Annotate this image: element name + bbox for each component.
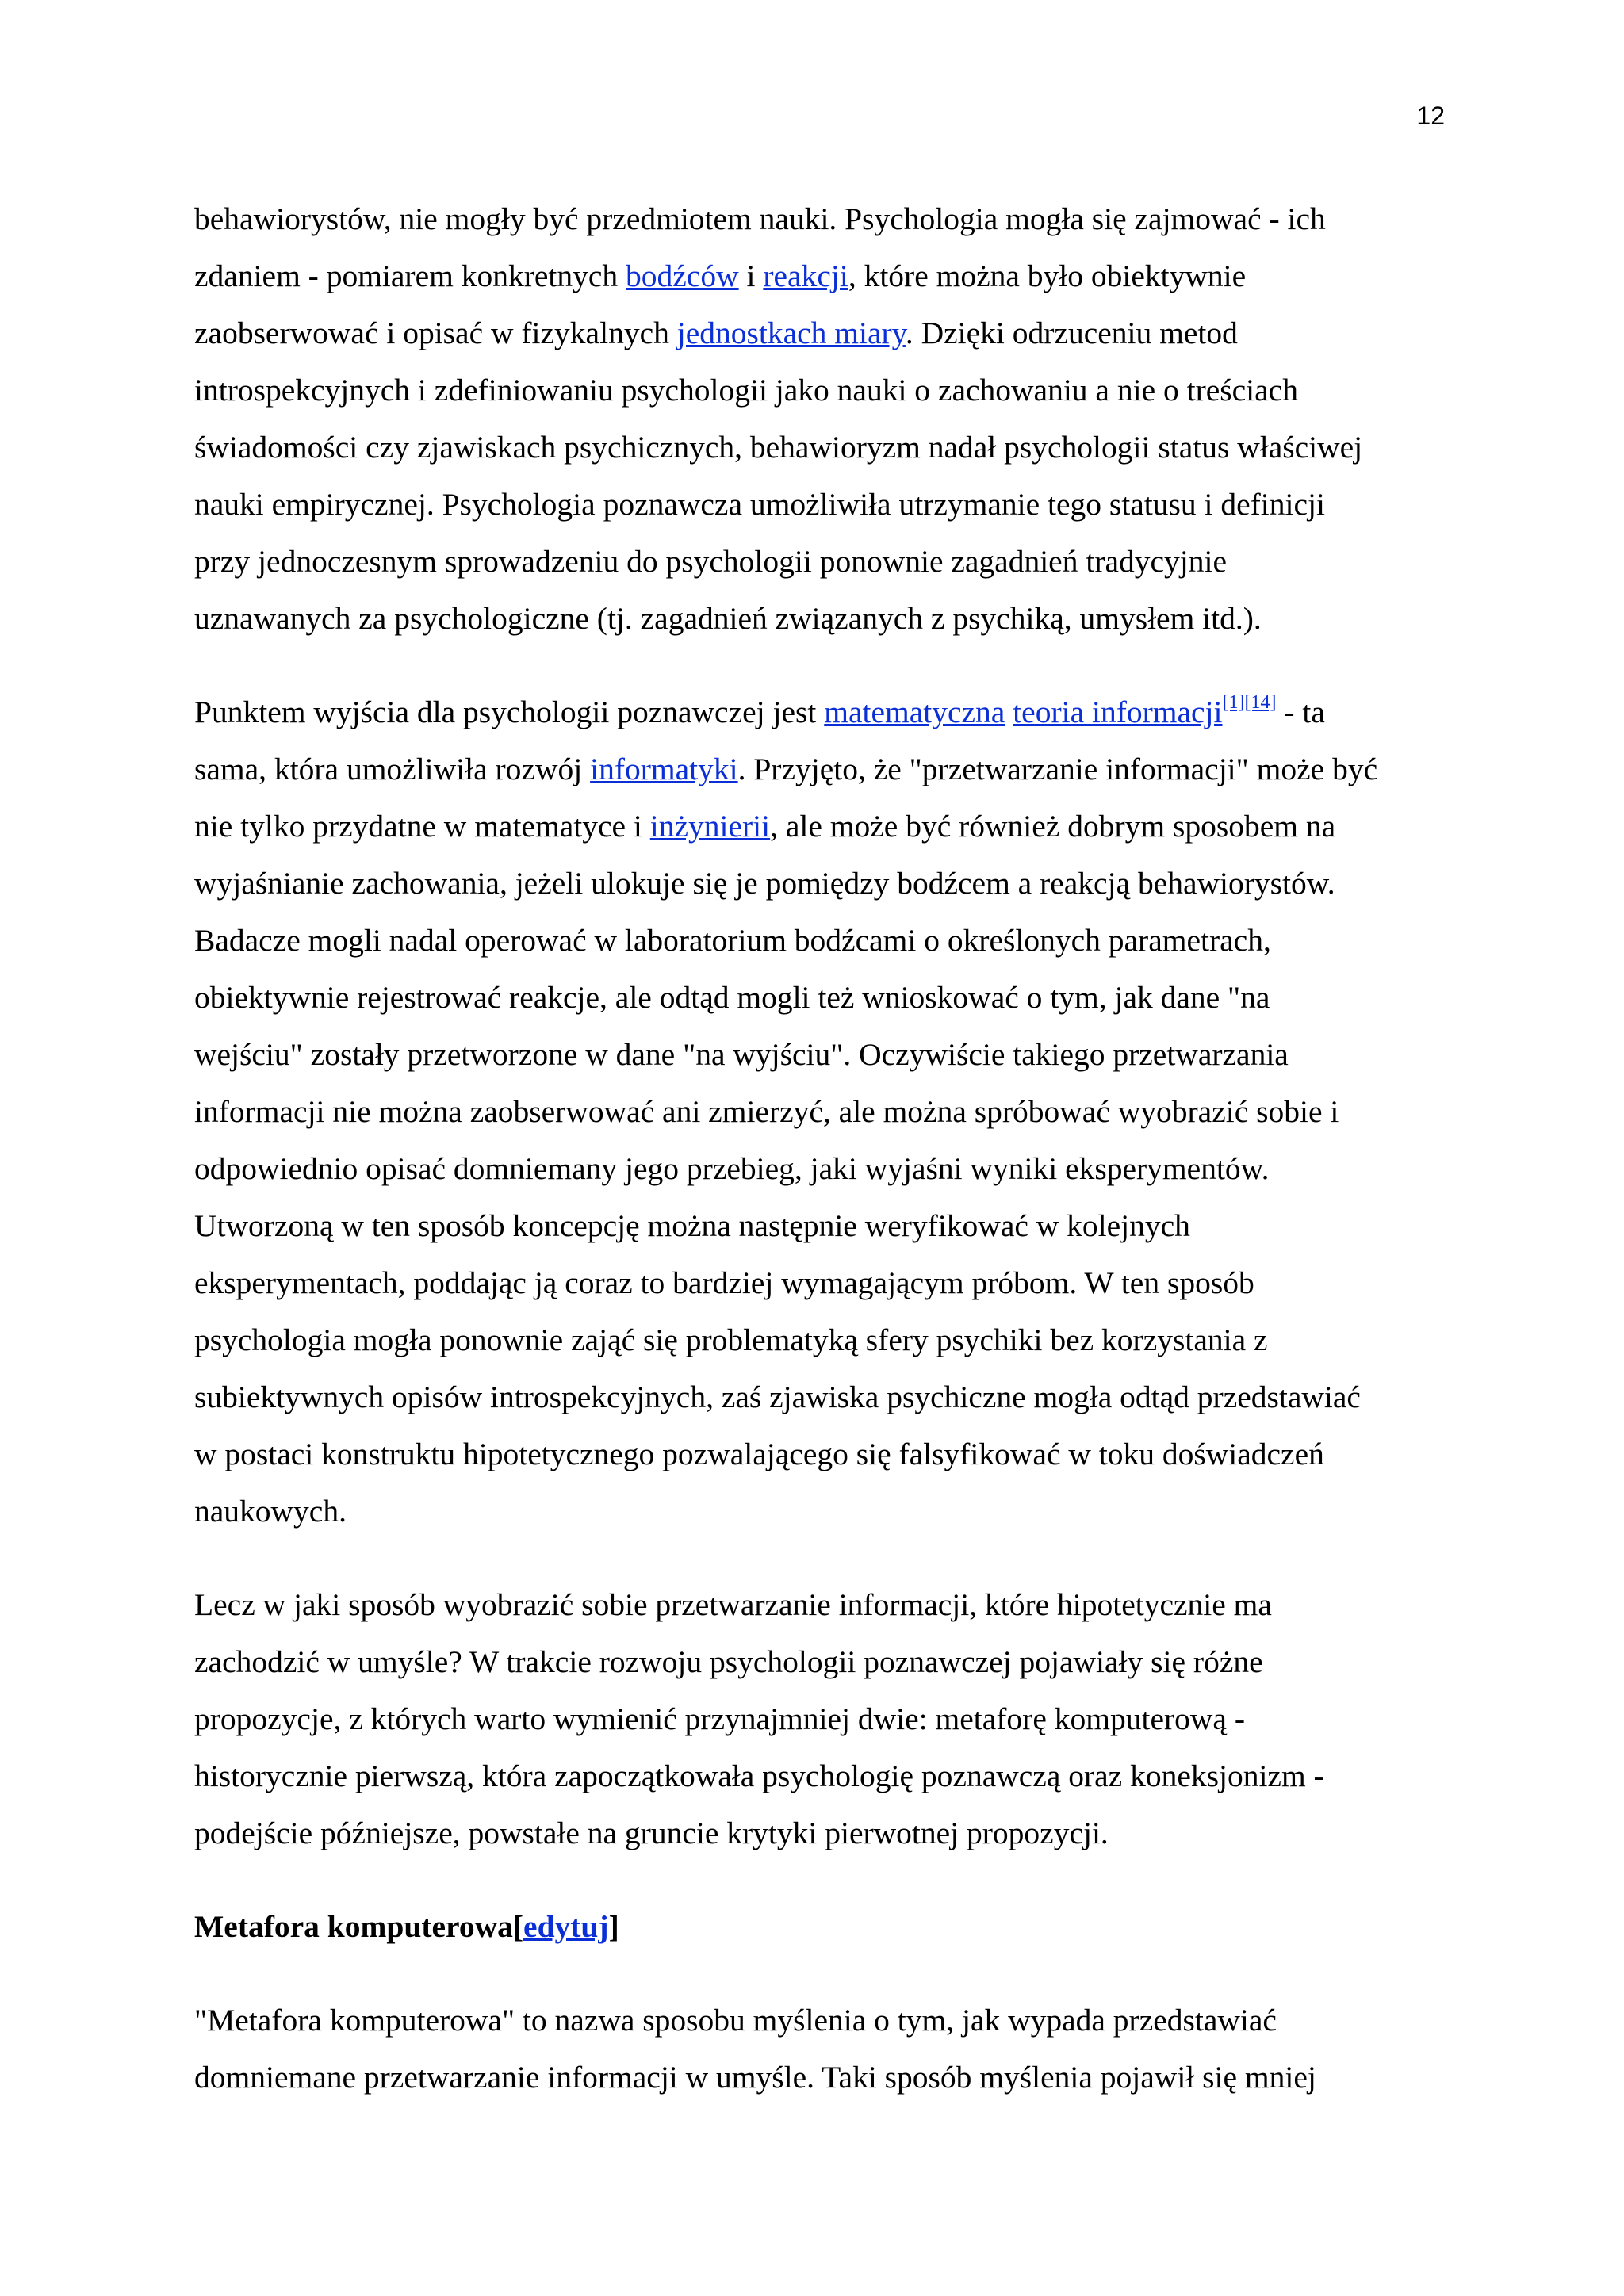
link-informatyki[interactable]: informatyki bbox=[590, 752, 738, 786]
paragraph-behaviorism bbox=[194, 190, 1447, 647]
bracket-open: [ bbox=[512, 1909, 524, 1944]
paragraph-text: - ta sama, która umożliwiła rozwój bbox=[194, 695, 1325, 786]
link-inzynierii[interactable]: inżynierii bbox=[649, 809, 771, 844]
paragraph-text: , które można było obiektywnie zaobserwować i opisać w fizykalnych bbox=[194, 258, 1247, 350]
paragraph-computer-metaphor: "Metafora komputerowa" to nazwa sposobu myślenia o tym, jak wypada przedstawiać domniemane przetwarzanie informacji w umyśle. Taki sposób myślenia pojawił się mniej bbox=[194, 2003, 1316, 2095]
link-teoria-informacji[interactable]: teoria informacji bbox=[1013, 695, 1223, 729]
reference-link-1[interactable]: [1] bbox=[1222, 691, 1245, 713]
reference-superscript bbox=[1223, 692, 1277, 713]
link-matematyczna[interactable]: matematyczna bbox=[824, 695, 1005, 729]
paragraph-text: behawiorystów, nie mogły być przedmiotem nauki. Psychologia mogła się zajmować - ich zdaniem - pomiarem konkretnych bbox=[194, 201, 1326, 293]
reference-link-14[interactable]: [14] bbox=[1244, 691, 1277, 713]
section-title: Metafora komputerowa bbox=[194, 1909, 513, 1944]
bracket-close: ] bbox=[608, 1909, 619, 1944]
edit-section-link[interactable]: edytuj bbox=[523, 1909, 609, 1944]
paragraph-text bbox=[1005, 695, 1013, 729]
link-jednostkach-miary[interactable]: jednostkach miary bbox=[676, 316, 906, 350]
link-reakcji[interactable]: reakcji bbox=[763, 258, 848, 293]
document-body bbox=[194, 190, 1447, 2142]
paragraph-text: . Przyjęto, że "przetwarzanie informacji" może być nie tylko przydatne w matematyce i bbox=[194, 752, 1378, 844]
link-bodzcow[interactable]: bodźców bbox=[626, 258, 739, 293]
paragraph-text: , ale może być również dobrym sposobem na wyjaśnianie zachowania, jeżeli ulokuje się je pomiędzy bodźcem a reakcją behawiorystów. Badacze mogli nadal operować w laboratorium bodźcami o określonych parametrach, obiektywnie rejestrować reakcje, ale odtąd mogli też wnioskować o tym, jak dane "na wejściu" zostały przetworzone w dane "na wyjściu". Oczywiście takiego przetwarzania informacji nie można zaobserwować ani zmierzyć, ale można spróbować wyobrazić sobie i odpowiednio opisać domniemany jego przebieg, jaki wyjaśni wyniki eksperymentów. Utworzoną w ten sposób koncepcję można następnie weryfikować w kolejnych eksperymentach, poddając ją coraz to bardziej wymagającym próbom. W ten sposób psychologia mogła ponownie zająć się problematyką sfery psychiki bez korzystania z subiektywnych opisów introspekcyjnych, zaś zjawiska psychiczne mogła odtąd przedstawiać w postaci konstruktu hipotetycznego pozwalającego się falsyfikować w toku doświadczeń naukowych. bbox=[194, 809, 1361, 1529]
paragraph-text: . Dzięki odrzuceniu metod introspekcyjnych i zdefiniowaniu psychologii jako nauki o zachowaniu a nie o treściach świadomości czy zjawiskach psychicznych, behawioryzm nadał psychologii status właściwej nauki empirycznej. Psychologia poznawcza umożliwiła utrzymanie tego statusu i definicji przy jednoczesnym sprowadzeniu do psychologii ponownie zagadnień tradycyjnie uznawanych za psychologiczne (tj. zagadnień związanych z psychiką, umysłem itd.). bbox=[194, 316, 1363, 636]
page-number: 12 bbox=[1416, 101, 1445, 130]
paragraph-approaches: Lecz w jaki sposób wyobrazić sobie przetwarzanie informacji, które hipotetycznie ma zachodzić w umyśle? W trakcie rozwoju psychologii poznawczej pojawiały się różne propozycje, z których warto wymienić przynajmniej dwie: metaforę komputerową - historycznie pierwszą, która zapoczątkowała psychologię poznawczą oraz koneksjonizm - podejście późniejsze, powstałe na gruncie krytyki pierwotnej propozycji. bbox=[194, 1587, 1324, 1850]
paragraph-text: i bbox=[738, 258, 764, 293]
section-heading bbox=[194, 1898, 1447, 1955]
paragraph-text: Punktem wyjścia dla psychologii poznawczej jest bbox=[194, 695, 825, 729]
paragraph-information-theory bbox=[194, 683, 1447, 1540]
